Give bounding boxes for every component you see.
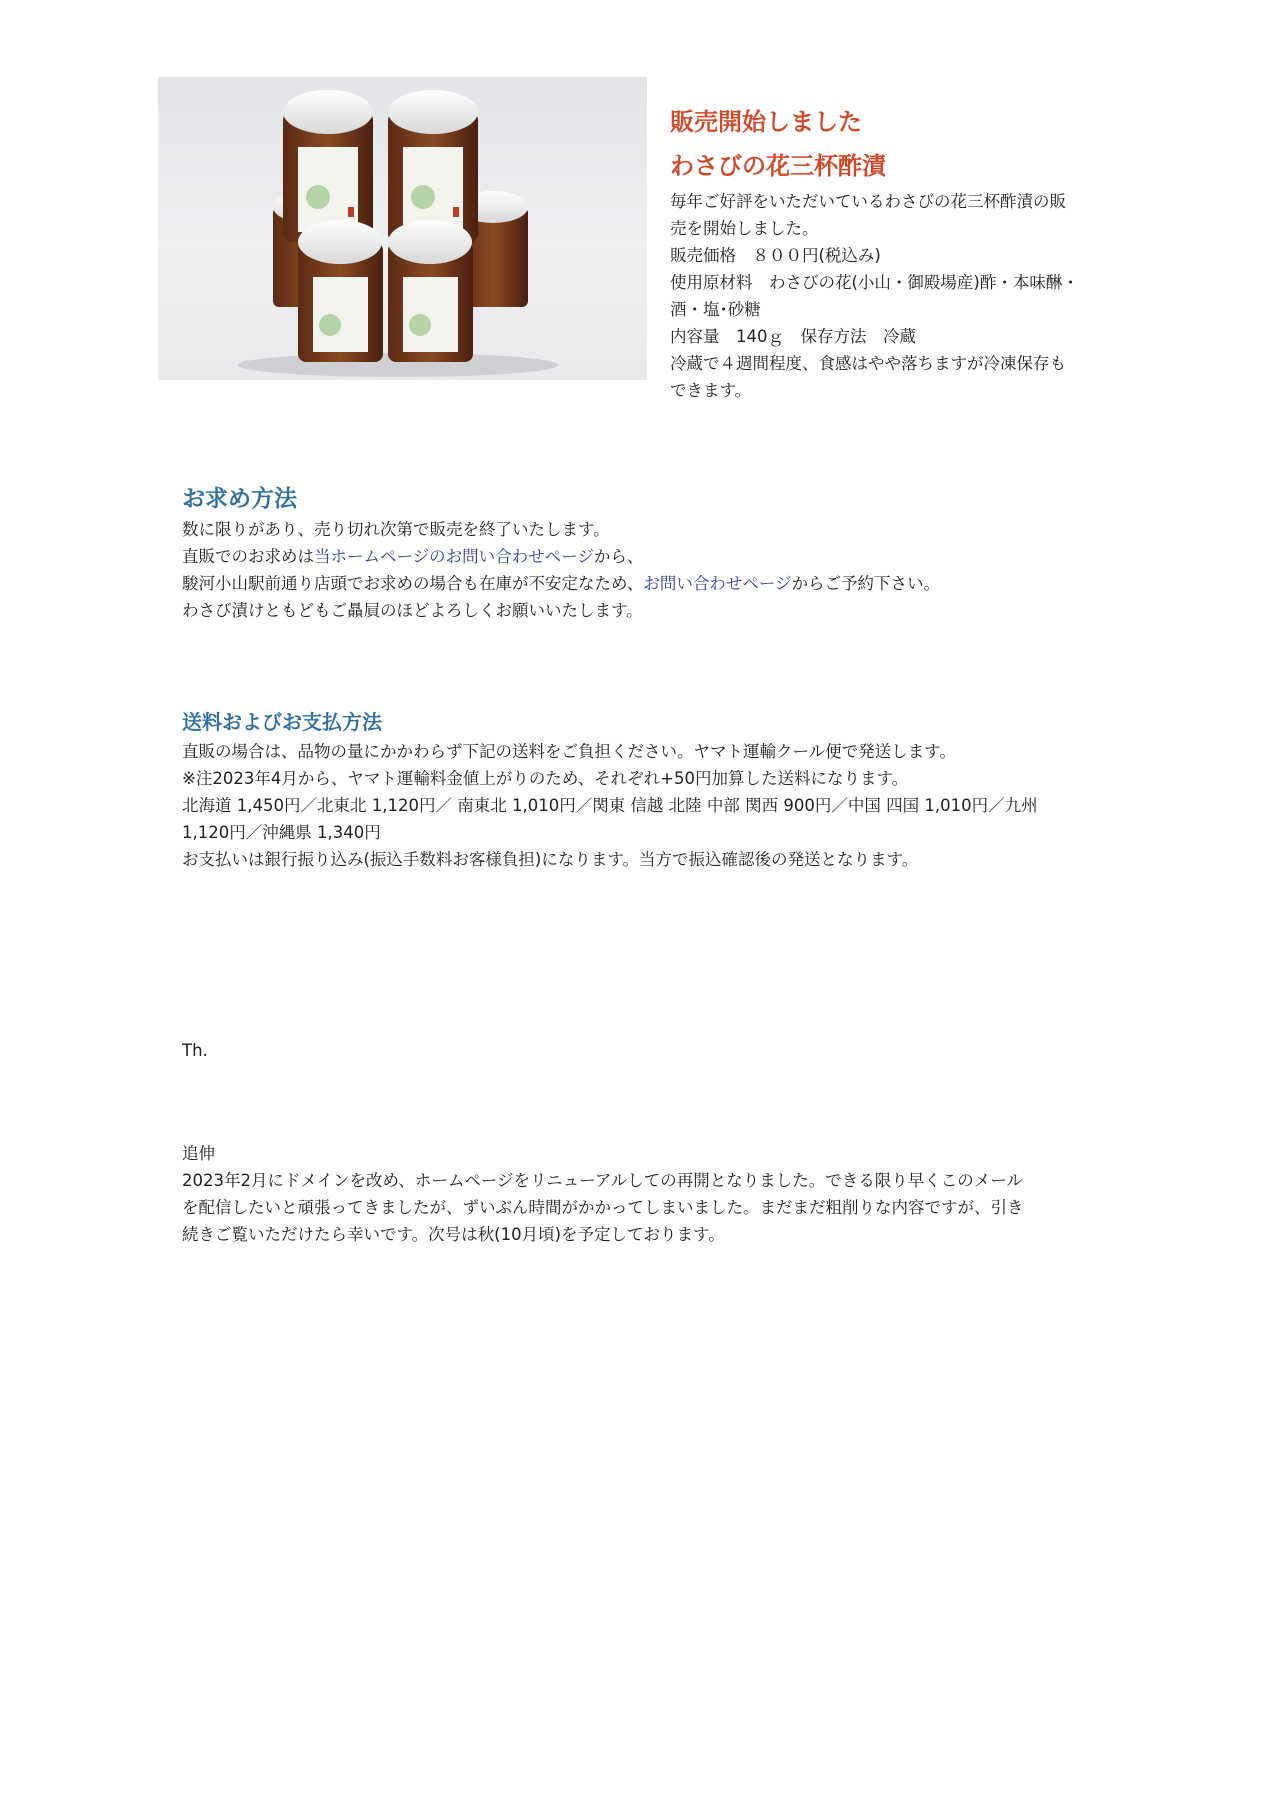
product-price: 販売価格 ８００円(税込み) <box>670 246 881 265</box>
inquiry-page-link[interactable]: お問い合わせページ <box>643 574 792 593</box>
shipping-title: 送料およびお支払方法 <box>182 710 382 734</box>
postscript-line: 2023年2月にドメインを改め、ホームページをリニューアルしての再開となりました。できる限り早くこのメール <box>182 1171 1023 1190</box>
postscript-line: を配信したいと頑張ってきましたが、ずいぶん時間がかかってしまいました。まだまだ粗削りな内容ですが、引き <box>182 1198 1024 1217</box>
jars-illustration <box>158 77 647 380</box>
shipping-line: 直販の場合は、品物の量にかかわらず下記の送料をご負担ください。ヤマト運輸クール便で発送します。 <box>182 742 956 761</box>
product-ingredients: 使用原材料 わさびの花(小山・御殿場産)酢・本味醂・ <box>670 273 1079 292</box>
postscript-line: 続きご覧いただけたら幸いです。次号は秋(10月頃)を予定しております。 <box>182 1225 725 1244</box>
purchase-section <box>182 482 1102 624</box>
contact-page-link[interactable]: 当ホームページのお問い合わせページ <box>314 547 594 566</box>
signature-block <box>182 1037 1102 1064</box>
product-intro <box>670 100 1110 404</box>
purchase-text: 駿河小山駅前通り店頭でお求めの場合も在庫が不安定なため、 <box>182 574 644 593</box>
purchase-text: 直販でのお求めは <box>182 547 314 566</box>
product-photo <box>158 77 647 380</box>
payment-info: お支払いは銀行振り込み(振込手数料お客様負担)になります。当方で振込確認後の発送となります。 <box>182 850 919 869</box>
purchase-line <box>182 543 1102 570</box>
postscript-section <box>182 1140 1102 1248</box>
postscript-title: 追伸 <box>182 1144 215 1163</box>
purchase-text: から、 <box>593 547 644 566</box>
product-storage: 冷蔵で４週間程度、食感はやや落ちますが冷凍保存も <box>670 354 1066 373</box>
signature: Th. <box>182 1041 208 1060</box>
purchase-title: お求め方法 <box>182 486 297 512</box>
product-ingredients: 酒・塩･砂糖 <box>670 300 761 319</box>
product-desc-line: 毎年ご好評をいただいているわさびの花三杯酢漬の販 <box>670 192 1066 211</box>
shipping-rates: 1,120円／沖縄県 1,340円 <box>182 823 381 842</box>
product-desc-line: 売を開始しました。 <box>670 219 819 238</box>
shipping-line: ※注2023年4月から、ヤマト運輸料金値上がりのため、それぞれ+50円加算した送料になります。 <box>182 769 909 788</box>
product-storage: できます。 <box>670 381 752 400</box>
purchase-text: からご予約下さい。 <box>791 574 941 593</box>
headline-product-name: わさびの花三杯酢漬 <box>670 152 886 180</box>
headline-sale-start: 販売開始しました <box>670 108 862 136</box>
shipping-rates: 北海道 1,450円／北東北 1,120円／ 南東北 1,010円／関東 信越 北陸 中部 関西 900円／中国 四国 1,010円／九州 <box>182 796 1038 815</box>
product-volume: 内容量 140ｇ 保存方法 冷蔵 <box>670 327 916 346</box>
purchase-line <box>182 570 1102 597</box>
shipping-section <box>182 706 1102 873</box>
purchase-line: 数に限りがあり、売り切れ次第で販売を終了いたします。 <box>182 520 610 539</box>
purchase-line: わさび漬けともどもご贔屓のほどよろしくお願いいたします。 <box>182 601 643 620</box>
